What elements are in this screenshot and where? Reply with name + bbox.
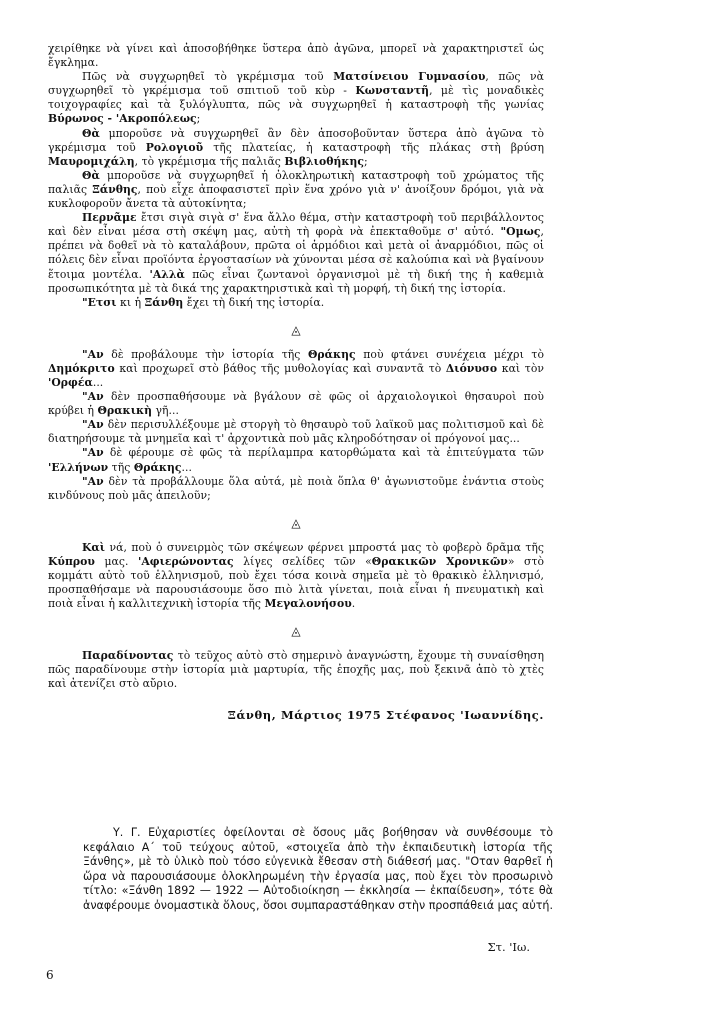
emphasis-text: Μαυρομιχάλη <box>48 154 135 168</box>
paragraph <box>48 446 544 474</box>
section-divider-1: ◬ <box>291 322 301 337</box>
emphasis-text: "Αν <box>82 390 104 404</box>
text-run: δὲ φέρουμε σὲ φῶς τὰ περίλαμπρα κατορθώματα καὶ τὰ ἐπιτεύγματα τῶν <box>103 446 544 460</box>
text-run: τὸ τεῦχος αὐτὸ στὸ σημερινὸ ἀναγνώστη, ἔχουμε τὴ συναίσθηση πῶς παραδίνουμε στὴν ἱστορία μιὰ μαρτυρία, τῆς ἐποχῆς μας, ποὺ ξεκινᾶ ἀπὸ τὸ χτὲς καὶ ἀτενίζει στὸ αὔριο. <box>48 649 544 691</box>
section-divider-2: ◬ <box>291 515 301 530</box>
emphasis-text: 'Ορφέα <box>48 375 93 389</box>
emphasis-text: 'Αφιερώνοντας <box>137 554 234 568</box>
paragraph <box>48 348 544 390</box>
text-run: ; <box>364 154 368 168</box>
postscript-signature: Στ. 'Ιω. <box>487 940 530 954</box>
emphasis-text: "Ετσι <box>82 295 117 309</box>
text-run: πῶς εἶναι ζωντανοὶ ὀργανισμοὶ μὲ τὴ δική της ἡ καθεμιὰ προσωπικότητα μὲ τὰ δικά της χαρακτηριστικὰ καὶ τὴ μορφή, τὴ δική της ἱστορία. <box>48 267 544 295</box>
text-run: , μὲ τὶς μοναδικὲς τοιχογραφίες καὶ τὰ ξυλόγλυπτα, πῶς νὰ συγχωρηθεῖ ἡ καταστροφὴ τῆς γωνίας <box>48 84 544 112</box>
postscript-text: Υ. Γ. Εὐχαριστίες ὀφείλονται σὲ ὅσους μᾶς βοήθησαν νὰ συνθέσουμε τὸ κεφάλαιο Α´ τοῦ τεύχους αὐτοῦ, «στοιχεῖα ἀπὸ τὴν ἐκπαιδευτικὴ ἱστορία τῆς Ξάνθης», μὲ τὸ ὑλικὸ ποὺ τόσο εὐγενικὰ ἔθεσαν στὴ διάθεσή μας. "Οταν θαρθεῖ ἡ ὥρα νὰ παρουσιάσουμε ὁλοκληρωμένη τὴν ἐργασία μας, ποὺ ἔχει τὸν προσωρινὸ τίτλο: «Ξάνθη 1892 — 1922 — Αὐτοδιοίκηση — ἐκκλησία — ἐκπαίδευση», τότε θὰ ἀναφέρουμε ὀνομαστικὰ ὅλους, ὅσοι συμπαραστάθηκαν στὴν προσπάθειά μας αὐτή. <box>83 826 553 912</box>
emphasis-text: Καὶ <box>82 540 106 554</box>
text-run: δὲ προβάλουμε τὴν ἱστορία τῆς <box>103 347 308 361</box>
section-1 <box>48 42 544 310</box>
emphasis-text: Θρακικὴ <box>97 404 153 418</box>
emphasis-text: Περνᾶμε <box>82 211 137 225</box>
emphasis-text: "Αν <box>82 347 104 361</box>
text-run: δὲν τὰ προβάλλουμε ὅλα αὐτά, μὲ ποιὰ ὅπλα θ' ἀγωνιστοῦμε ἐνάντια στοὺς κινδύνους ποὺ μᾶς ἀπειλοῦν; <box>48 474 544 502</box>
emphasis-text: Βιβλιοθήκης <box>284 154 365 168</box>
emphasis-text: Κωνσταντῆ <box>355 84 430 98</box>
text-run: δὲν προσπαθήσουμε νὰ βγάλουν σὲ φῶς οἱ ἀρχαιολογικοὶ θησαυροὶ ποὺ κρύβει ἡ <box>48 390 544 418</box>
text-run: ; <box>196 112 201 126</box>
text-run: ... <box>92 375 104 389</box>
text-run: » στὸ κομμάτι αὐτὸ τοῦ ἑλληνισμοῦ, ποὺ ἔχει τόσα κοινὰ σημεῖα μὲ τὸ θρακικὸ ἑλληνισμό, προσπαθήσαμε νὰ παρουσιάσουμε ὅσο πιὸ λιτὰ γίνεται, ποιὰ εἶναι ἡ πνευματικὴ καὶ ποιὰ εἶναι ἡ καλλιτεχνικὴ ἱστορία τῆς <box>48 554 545 611</box>
signature-line: Ξάνθη, Μάρτιος 1975 Στέφανος 'Ιωαννίδης. <box>227 707 544 722</box>
emphasis-text: Θράκης <box>133 460 182 474</box>
emphasis-text: "Αν <box>82 474 104 488</box>
paragraph <box>48 127 544 169</box>
emphasis-text: Κύπρου <box>48 554 95 568</box>
emphasis-text: Ξάνθης <box>92 182 138 196</box>
main-text-column <box>48 42 544 722</box>
text-run: χειρίθηκε νὰ γίνει καὶ ἀποσοβήθηκε ὕστερα ἀπὸ ἀγῶνα, μπορεῖ νὰ χαρακτηριστεῖ ὡς ἔγκλημα. <box>48 42 544 70</box>
text-run: μποροῦσε νὰ συγχωρηθεῖ ἡ ὁλοκληρωτικὴ καταστροφὴ τοῦ χρώματος τῆς παλιᾶς <box>48 168 544 196</box>
emphasis-text: Διόνυσο <box>445 361 498 375</box>
text-run: γῆ... <box>152 404 179 418</box>
paragraph <box>48 418 544 446</box>
emphasis-text: 'Αλλὰ <box>149 267 185 281</box>
text-run: μποροῦσε νὰ συγχωρηθεῖ ἂν δὲν ἀποσοβοῦνταν ὕστερα ἀπὸ ἀγῶνα τὸ γκρέμισμα τοῦ <box>48 126 544 154</box>
emphasis-text: Παραδίνοντας <box>82 649 174 663</box>
paragraph <box>48 169 544 211</box>
paragraph <box>48 211 544 296</box>
emphasis-text: Θὰ <box>82 126 100 140</box>
text-run: ἔχει τὴ δική της ἱστορία. <box>183 295 325 309</box>
paragraph <box>48 390 544 418</box>
emphasis-text: Βύρωνος - 'Ακροπόλεως <box>48 112 197 126</box>
page-number: 6 <box>46 968 54 982</box>
section-divider-3: ◬ <box>291 624 301 639</box>
paragraph <box>48 296 544 310</box>
emphasis-text: 'Ελλήνων <box>48 460 109 474</box>
section-4 <box>48 649 544 691</box>
text-run: τῆς πλατείας, ἡ καταστροφὴ τῆς πλάκας στὴ βρύση <box>203 140 545 154</box>
text-run: καὶ προχωρεῖ στὸ βάθος τῆς μυθολογίας καὶ συναντᾶ τὸ <box>114 361 446 375</box>
text-run: τῆς <box>108 460 134 474</box>
paragraph <box>48 70 544 126</box>
emphasis-text: "Ομως <box>500 225 541 239</box>
paragraph <box>48 475 544 503</box>
emphasis-text: Ξάνθη <box>144 295 184 309</box>
text-run: ... <box>181 460 192 474</box>
emphasis-text: Θράκης <box>307 347 356 361</box>
emphasis-text: Μεγαλονήσου <box>264 597 352 611</box>
emphasis-text: Θρακικῶν Χρονικῶν <box>371 554 508 568</box>
postscript-note <box>83 826 553 913</box>
text-run: κι ἡ <box>116 295 145 309</box>
text-run: μας. <box>94 554 138 568</box>
text-run: λίγες σελίδες τῶν « <box>233 554 372 568</box>
text-run: νά, ποὺ ὁ συνειρμὸς τῶν σκέψεων φέρνει μπροστά μας τὸ φοβερὸ δρᾶμα τῆς <box>105 540 544 554</box>
text-run: δὲν περισυλλέξουμε μὲ στοργὴ τὸ θησαυρὸ τοῦ λαϊκοῦ μας πολιτισμοῦ καὶ δὲ διατηρήσουμε τὰ μνημεῖα καὶ τ' ἀρχοντικὰ ποὺ μᾶς κληροδότησαν οἱ πρόγονοί μας... <box>48 418 544 446</box>
section-3 <box>48 541 544 611</box>
emphasis-text: Ματσίνειου Γυμνασίου <box>333 70 486 84</box>
emphasis-text: "Αν <box>82 446 104 460</box>
text-run: καὶ τὸν <box>497 361 544 375</box>
text-run: Πῶς νὰ συγχωρηθεῖ τὸ γκρέμισμα τοῦ <box>82 70 334 84</box>
section-2 <box>48 348 544 503</box>
text-run: ποὺ φτάνει συνέχεια μέχρι τὸ <box>355 347 544 361</box>
emphasis-text: Ρολογιοῦ <box>145 140 204 154</box>
text-run: ἔτσι σιγὰ σιγὰ σ' ἕνα ἄλλο θέμα, στὴν καταστροφὴ τοῦ περιβάλλοντος καὶ δὲν εἶναι μέσα στὴ σκέψη μας, αὐτὴ τὴ φορὰ νὰ ἐπεκταθοῦμε σ' αὐτό. <box>48 211 544 239</box>
emphasis-text: Δημόκριτο <box>48 361 115 375</box>
paragraph <box>48 42 544 70</box>
text-run: , πῶς νὰ συγχωρηθεῖ τὸ γκρέμισμα τοῦ σπιτιοῦ τοῦ κὺρ - <box>48 70 545 98</box>
paragraph <box>48 649 544 691</box>
text-run: , πρέπει νὰ δοθεῖ νὰ τὸ καταλάβουν, πρῶτα οἱ ἁρμόδιοι καὶ μετὰ οἱ ἀναρμόδιοι, πῶς οἱ πόλεις δὲν εἶναι προϊόντα ἐργοστασίων νὰ χύνονται μέσα σὲ καλούπια καὶ νὰ βγαίνουν ἕτοιμα μοντέλα. <box>48 225 544 281</box>
text-run: , ποὺ εἶχε ἀποφασιστεῖ πρὶν ἕνα χρόνο γιὰ ν' ἀνοίξουν δρόμοι, γιὰ νὰ κυκλοφοροῦν ἄνετα τὰ αὐτοκίνητα; <box>48 182 544 211</box>
emphasis-text: "Αν <box>82 418 104 432</box>
paragraph <box>48 541 544 611</box>
text-run: , τὸ γκρέμισμα τῆς παλιᾶς <box>134 154 285 168</box>
text-run: . <box>351 597 356 611</box>
emphasis-text: Θὰ <box>82 168 100 182</box>
